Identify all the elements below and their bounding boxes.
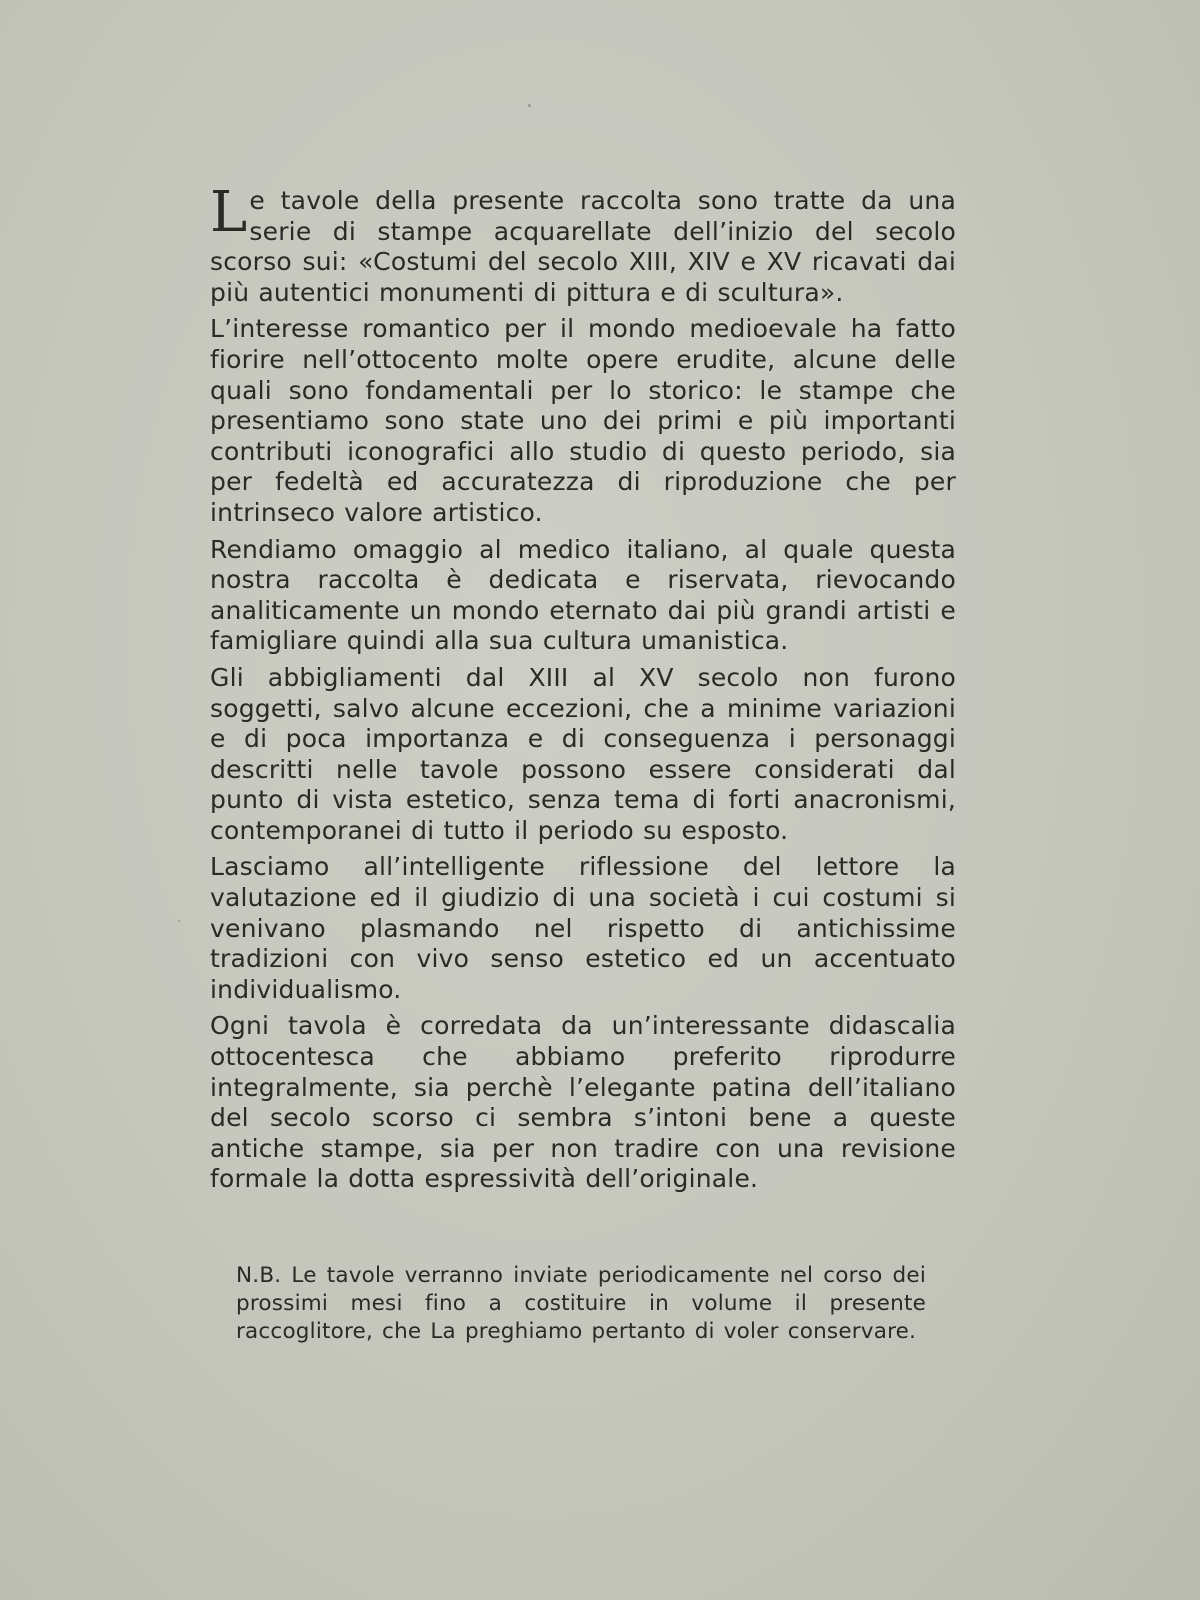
note-block: [236, 1262, 926, 1346]
paragraph-reflection: Lasciamo all’intelligente riflessione del lettore la valutazione ed il giudizio di una società i cui costumi si venivano plasmando nel rispetto di antichissime tradizioni con vivo senso estetico ed un accentuato individualismo.: [210, 852, 956, 1004]
paragraph-romantic-interest: L’interesse romantico per il mondo medioevale ha fatto fiorire nell’ottocento molte opere erudite, alcune delle quali sono fondamentali per lo storico: le stampe che presentiamo sono state uno dei primi e più importanti contributi iconografici allo studio di questo periodo, sia per fedeltà ed accuratezza di riproduzione che per intrinseco valore artistico.: [210, 314, 956, 527]
paper-speck: [528, 104, 531, 107]
paragraph-captions: Ogni tavola è corredata da un’interessante didascalia ottocentesca che abbiamo preferito riprodurre integralmente, sia perchè l’elegante patina dell’italiano del secolo scorso ci sembra s’intoni bene a queste antiche stampe, sia per non tradire con una revisione formale la dotta espressività dell’originale.: [210, 1011, 956, 1194]
paragraph-intro-text: e tavole della presente raccolta sono tratte da una serie di stampe acquarellate dell’inizio del secolo scorso sui: «Costumi del secolo XIII, XIV e XV ricavati dai più autentici monumenti di pittura e di scultura».: [210, 186, 956, 307]
note-paragraph: N.B. Le tavole verranno inviate periodicamente nel corso dei prossimi mesi fino a costituire in volume il presente raccoglitore, che La preghiamo pertanto di voler conservare.: [236, 1263, 926, 1344]
main-text-block: [210, 180, 956, 1201]
paper-speck: [178, 920, 180, 922]
paragraph-clothing: Gli abbigliamenti dal XIII al XV secolo non furono soggetti, salvo alcune eccezioni, che a minime variazioni e di poca importanza e di conseguenza i personaggi descritti nelle tavole possono essere considerati dal punto di vista estetico, senza tema di forti anacronismi, contemporanei di tutto il periodo su esposto.: [210, 662, 956, 845]
paragraph-homage: Rendiamo omaggio al medico italiano, al quale questa nostra raccolta è dedicata e riservata, rievocando analiticamente un mondo eternato dai più grandi artisti e famigliare quindi alla sua cultura umanistica.: [210, 534, 956, 656]
drop-cap-letter: L: [210, 180, 248, 245]
paragraph-intro: [210, 180, 956, 308]
